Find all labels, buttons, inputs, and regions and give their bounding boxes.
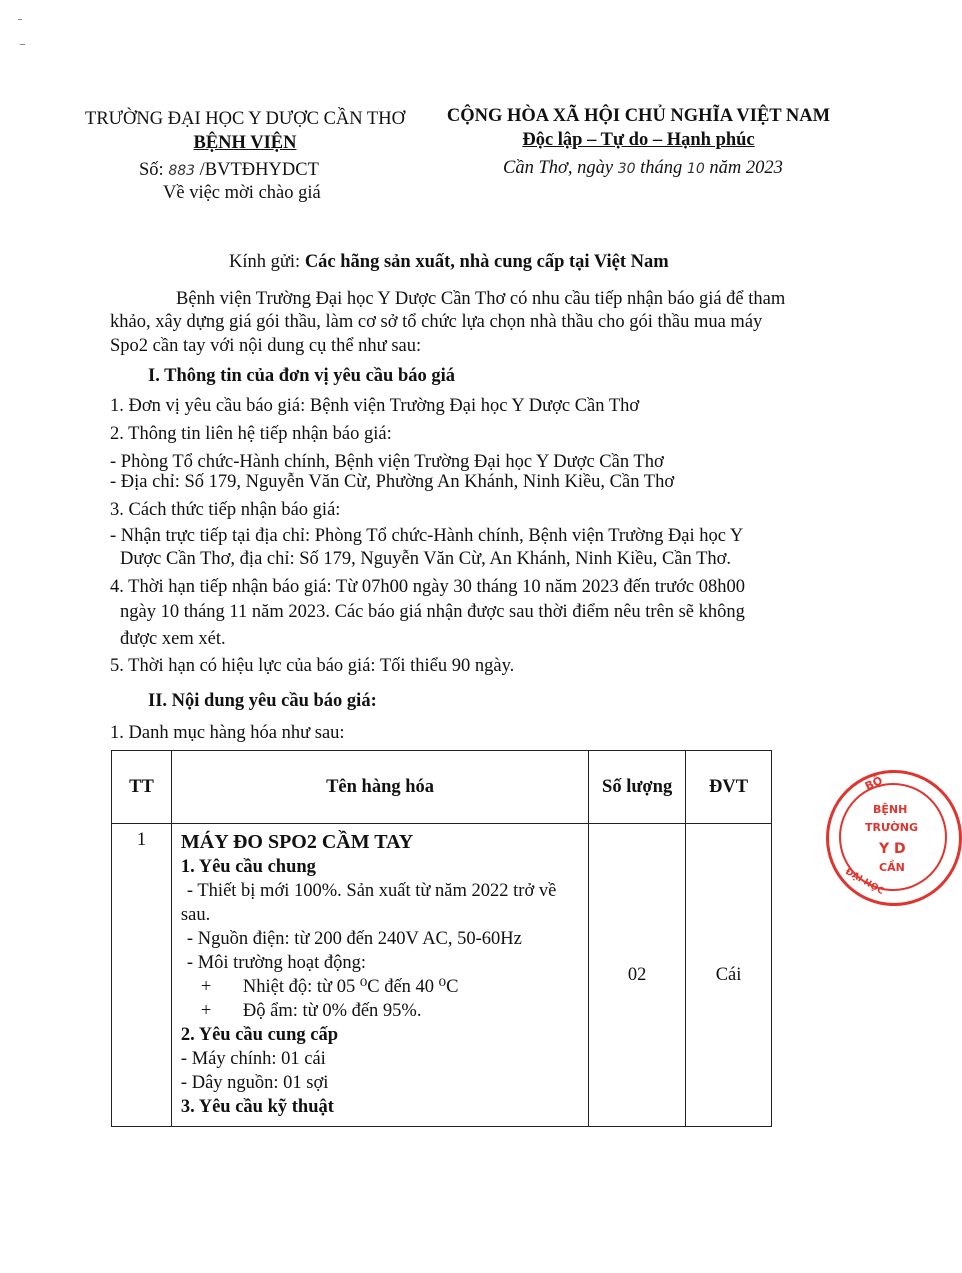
unit-value: Cái [715, 964, 742, 985]
scan-speck [18, 19, 22, 20]
table-row [112, 824, 772, 1127]
requirement-item: - Thiết bị mới 100%. Sản xuất từ năm 2022 trở về [186, 881, 557, 901]
section-2-heading: II. Nội dung yêu cầu báo giá: [148, 691, 377, 711]
section-1-line: 2. Thông tin liên hệ tiếp nhận báo giá: [110, 424, 392, 444]
row-tt-value: 1 [136, 830, 147, 850]
requirement-item: - Máy chính: 01 cái [180, 1049, 326, 1069]
requirement-item: sau. [180, 905, 211, 925]
sub-item-text: Nhiệt độ: từ 05 ⁰C đến 40 ⁰C [242, 977, 459, 997]
requirement-heading: 2. Yêu cầu cung cấp [180, 1025, 339, 1045]
requirement-item: - Môi trường hoạt động: [186, 953, 367, 973]
hospital-name: BỆNH VIỆN [193, 133, 297, 153]
subject-line: Về việc mời chào giá [163, 183, 321, 203]
handwritten-day: 30 [617, 161, 636, 177]
motto: Độc lập – Tự do – Hạnh phúc [522, 130, 755, 150]
column-header-name: Tên hàng hóa [171, 751, 588, 824]
section-1-heading: I. Thông tin của đơn vị yêu cầu báo giá [148, 366, 456, 386]
seal-text: ĐẠI HỌC [843, 866, 886, 898]
table-header-row [112, 751, 772, 824]
quantity-value: 02 [627, 964, 647, 985]
official-seal [826, 770, 962, 906]
list-label: 1. Danh mục hàng hóa như sau: [110, 723, 345, 743]
intro-line: Spo2 cần tay với nội dung cụ thể như sau: [110, 336, 422, 356]
intro-line: khảo, xây dựng giá gói thầu, làm cơ sở tổ chức lựa chọn nhà thầu cho gói thầu mua máy [110, 312, 763, 332]
country-name: CỘNG HÒA XÃ HỘI CHỦ NGHĨA VIỆT NAM [446, 106, 831, 126]
section-1-line: - Nhận trực tiếp tại địa chỉ: Phòng Tổ chức-Hành chính, Bệnh viện Trường Đại học Y [110, 526, 744, 546]
requirement-item: - Dây nguồn: 01 sợi [180, 1073, 329, 1093]
section-1-line: 4. Thời hạn tiếp nhận báo giá: Từ 07h00 ngày 30 tháng 10 năm 2023 đến trước 08h00 [110, 577, 745, 597]
number-suffix: /BVTĐHYDCT [199, 160, 319, 180]
sub-item-text: Độ ẩm: từ 0% đến 95%. [242, 1001, 422, 1021]
section-1-line: ngày 10 tháng 11 năm 2023. Các báo giá nhận được sau thời điểm nêu trên sẽ không [120, 602, 745, 622]
section-1-line: Dược Cần Thơ, địa chỉ: Số 179, Nguyễn Văn Cừ, An Khánh, Ninh Kiều, Cần Thơ. [120, 549, 732, 569]
seal-text: BỆNH [873, 803, 908, 816]
seal-text: TRƯỜNG [865, 821, 919, 834]
greeting-recipient: Các hãng sản xuất, nhà cung cấp tại Việt Nam [304, 252, 669, 272]
section-1-line: 5. Thời hạn có hiệu lực của báo giá: Tối thiểu 90 ngày. [110, 656, 515, 676]
items-table [111, 750, 772, 1127]
product-name: MÁY ĐO SPO2 CẦM TAY [180, 831, 414, 853]
number-label: Số: [139, 160, 164, 180]
document-number [139, 160, 319, 181]
section-1-line: 1. Đơn vị yêu cầu báo giá: Bệnh viện Trường Đại học Y Dược Cần Thơ [110, 396, 640, 416]
seal-text: BỘ [863, 773, 885, 794]
row-unit [686, 824, 772, 1127]
requirement-heading: 3. Yêu cầu kỹ thuật [180, 1097, 334, 1117]
seal-text: Y D [879, 841, 906, 857]
row-tt [112, 824, 172, 1127]
section-1-line: - Phòng Tổ chức-Hành chính, Bệnh viện Trường Đại học Y Dược Cần Thơ [110, 452, 664, 472]
issuer-block [80, 107, 410, 155]
sub-item [181, 999, 579, 1023]
sub-item [181, 975, 579, 999]
section-1-line: - Địa chỉ: Số 179, Nguyễn Văn Cừ, Phường An Khánh, Ninh Kiều, Cần Thơ [110, 472, 675, 492]
column-header-unit: ĐVT [686, 751, 772, 824]
intro-line: Bệnh viện Trường Đại học Y Dược Cần Thơ có nhu cầu tiếp nhận báo giá để tham [176, 289, 786, 309]
handwritten-number: 883 [168, 163, 196, 179]
column-header-tt: TT [112, 751, 172, 824]
section-1-line: được xem xét. [120, 629, 226, 649]
scan-speck [20, 44, 25, 45]
requirement-item: - Nguồn điện: từ 200 đến 240V AC, 50-60Hz [186, 929, 522, 949]
seal-text: CẦN [879, 861, 905, 874]
sub-bullet: + [200, 1001, 212, 1021]
date-month-label: tháng [640, 158, 683, 178]
row-description [171, 824, 588, 1127]
row-quantity [589, 824, 686, 1127]
national-header [446, 104, 831, 152]
date-suffix: năm 2023 [709, 158, 783, 178]
handwritten-month: 10 [686, 161, 705, 177]
date-line [503, 158, 783, 179]
sub-bullet: + [200, 977, 212, 997]
section-1-line: 3. Cách thức tiếp nhận báo giá: [110, 500, 341, 520]
requirement-heading: 1. Yêu cầu chung [180, 857, 316, 877]
column-header-quantity: Số lượng [589, 751, 686, 824]
university-name: TRƯỜNG ĐẠI HỌC Y DƯỢC CẦN THƠ [85, 109, 405, 129]
date-prefix: Cần Thơ, ngày [503, 158, 614, 178]
greeting-label: Kính gửi: [229, 252, 301, 272]
greeting [229, 252, 669, 273]
